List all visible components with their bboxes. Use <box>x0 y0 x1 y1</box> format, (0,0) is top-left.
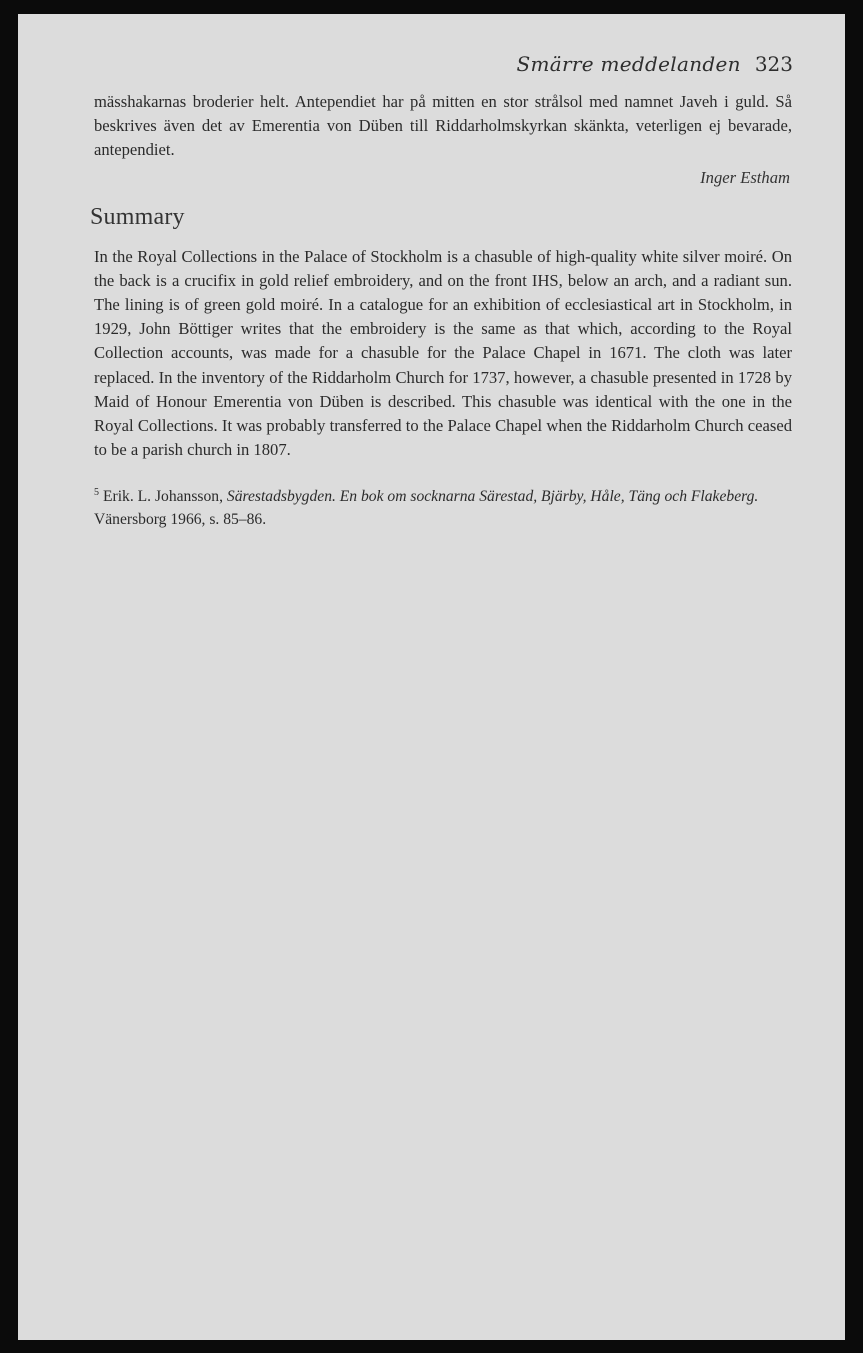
footnote-marker: 5 <box>94 487 99 499</box>
footnote <box>94 482 792 530</box>
running-title: Smärre meddelanden <box>516 52 741 76</box>
footnote-publication: Vänersborg 1966, s. 85–86. <box>94 510 267 528</box>
summary-paragraph: In the Royal Collections in the Palace of Stockholm is a chasuble of high-quality white silver moiré. On the back is a crucifix in gold relief embroidery, and on the front IHS, below an arch, and a radiant sun. The lining is of green gold moiré. In a catalogue for an exhibition of ecclesiastical art in Stockholm, in 1929, John Böttiger writes that the embroidery is the same as that which, according to the Royal Collection accounts, was made for a chasuble for the Palace Chapel in 1671. The cloth was later replaced. In the inventory of the Riddarholm Church for 1737, however, a chasuble presented in 1728 by Maid of Honour Emerentia von Düben is described. This chasuble was identical with the one in the Royal Collections. It was probably transferred to the Palace Chapel when the Riddarholm Church ceased to be a parish church in 1807. <box>94 246 792 460</box>
page-number: 323 <box>754 52 793 76</box>
footnote-title: Särestadsbygden. En bok om socknarna Särestad, Bjärby, Håle, Täng och Flakeberg. <box>226 488 759 506</box>
document-page <box>18 14 845 1340</box>
intro-paragraph: mässhakarnas broderier helt. Antependiet har på mitten en stor strålsol med namnet Javeh i guld. Så beskrives även det av Emerentia von Düben till Riddarholmskyrkan skänkta, veterligen ej bevarade, antependiet. <box>94 92 792 160</box>
running-header <box>517 52 793 76</box>
author-signature: Inger Estham <box>700 167 790 187</box>
page-content <box>90 90 792 531</box>
summary-heading: Summary <box>90 203 185 230</box>
footnote-author: Erik. L. Johansson, <box>103 488 223 506</box>
